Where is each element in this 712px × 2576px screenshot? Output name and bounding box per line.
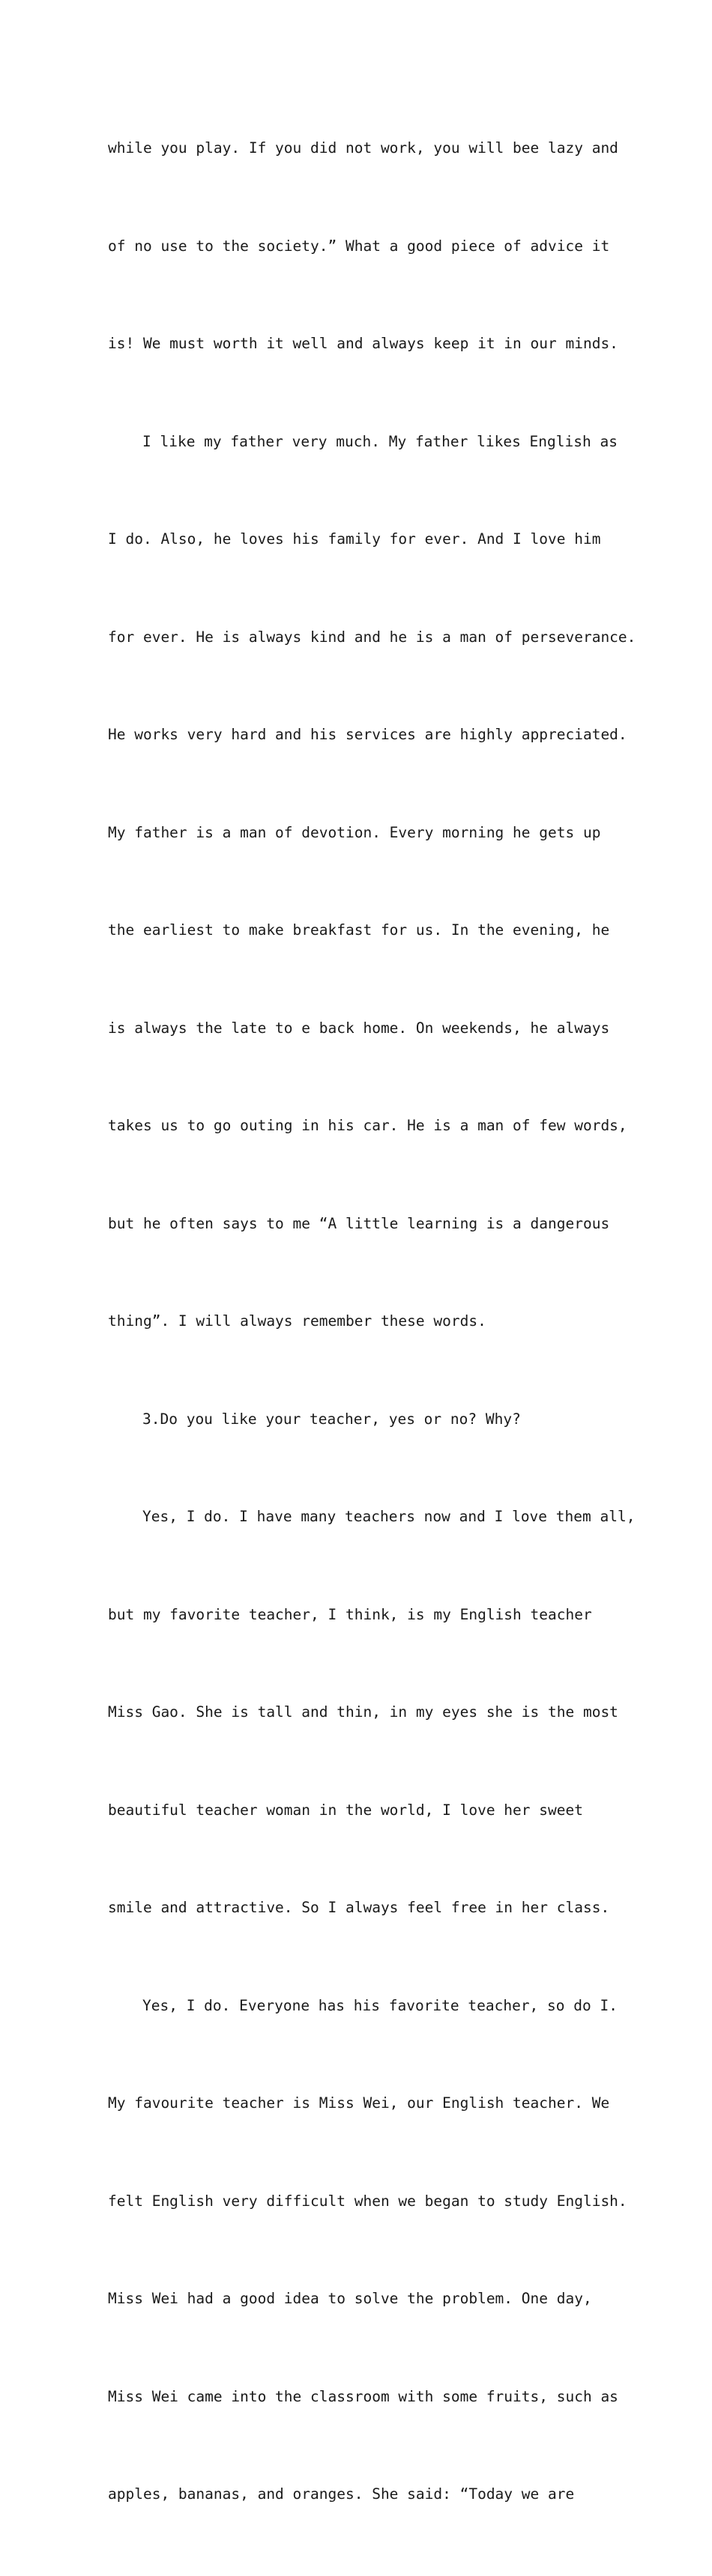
text-line: is always the late to e back home. On weekends, he always <box>108 1019 610 1037</box>
text-line: Yes, I do. Everyone has his favorite teacher, so do I. <box>142 1996 618 2014</box>
text-line: smile and attractive. So I always feel free in her class. <box>108 1899 610 1916</box>
document-body <box>108 67 636 2576</box>
text-line: of no use to the society.” What a good piece of advice it <box>108 237 610 255</box>
text-line: I like my father very much. My father likes English as <box>142 432 618 450</box>
text-line: felt English very difficult when we began to study English. <box>108 2192 627 2210</box>
text-line: but he often says to me “A little learning is a dangerous <box>108 1214 610 1232</box>
text-line: Miss Gao. She is tall and thin, in my eyes she is the most <box>108 1703 618 1721</box>
text-line: thing”. I will always remember these words. <box>108 1312 486 1330</box>
question-heading: 3.Do you like your teacher, yes or no? Why? <box>142 1410 521 1428</box>
text-line: takes us to go outing in his car. He is a man of few words, <box>108 1117 627 1134</box>
text-line: the earliest to make breakfast for us. In the evening, he <box>108 921 610 939</box>
text-line: Yes, I do. I have many teachers now and I love them all, <box>142 1508 636 1525</box>
text-line: but my favorite teacher, I think, is my English teacher <box>108 1605 592 1623</box>
text-line: He works very hard and his services are highly appreciated. <box>108 726 627 743</box>
text-line: Miss Wei came into the classroom with some fruits, such as <box>108 2387 618 2405</box>
text-line: while you play. If you did not work, you will bee lazy and <box>108 139 618 157</box>
text-line: My favourite teacher is Miss Wei, our English teacher. We <box>108 2094 610 2112</box>
text-line: is! We must worth it well and always keep it in our minds. <box>108 335 618 352</box>
text-line: I do. Also, he loves his family for ever. And I love him <box>108 530 601 548</box>
text-line: Miss Wei had a good idea to solve the problem. One day, <box>108 2290 592 2307</box>
text-line: My father is a man of devotion. Every morning he gets up <box>108 823 601 841</box>
text-line: for ever. He is always kind and he is a man of perseverance. <box>108 628 636 646</box>
text-line: apples, bananas, and oranges. She said: “Today we are <box>108 2485 575 2503</box>
text-line: beautiful teacher woman in the world, I love her sweet <box>108 1801 583 1819</box>
